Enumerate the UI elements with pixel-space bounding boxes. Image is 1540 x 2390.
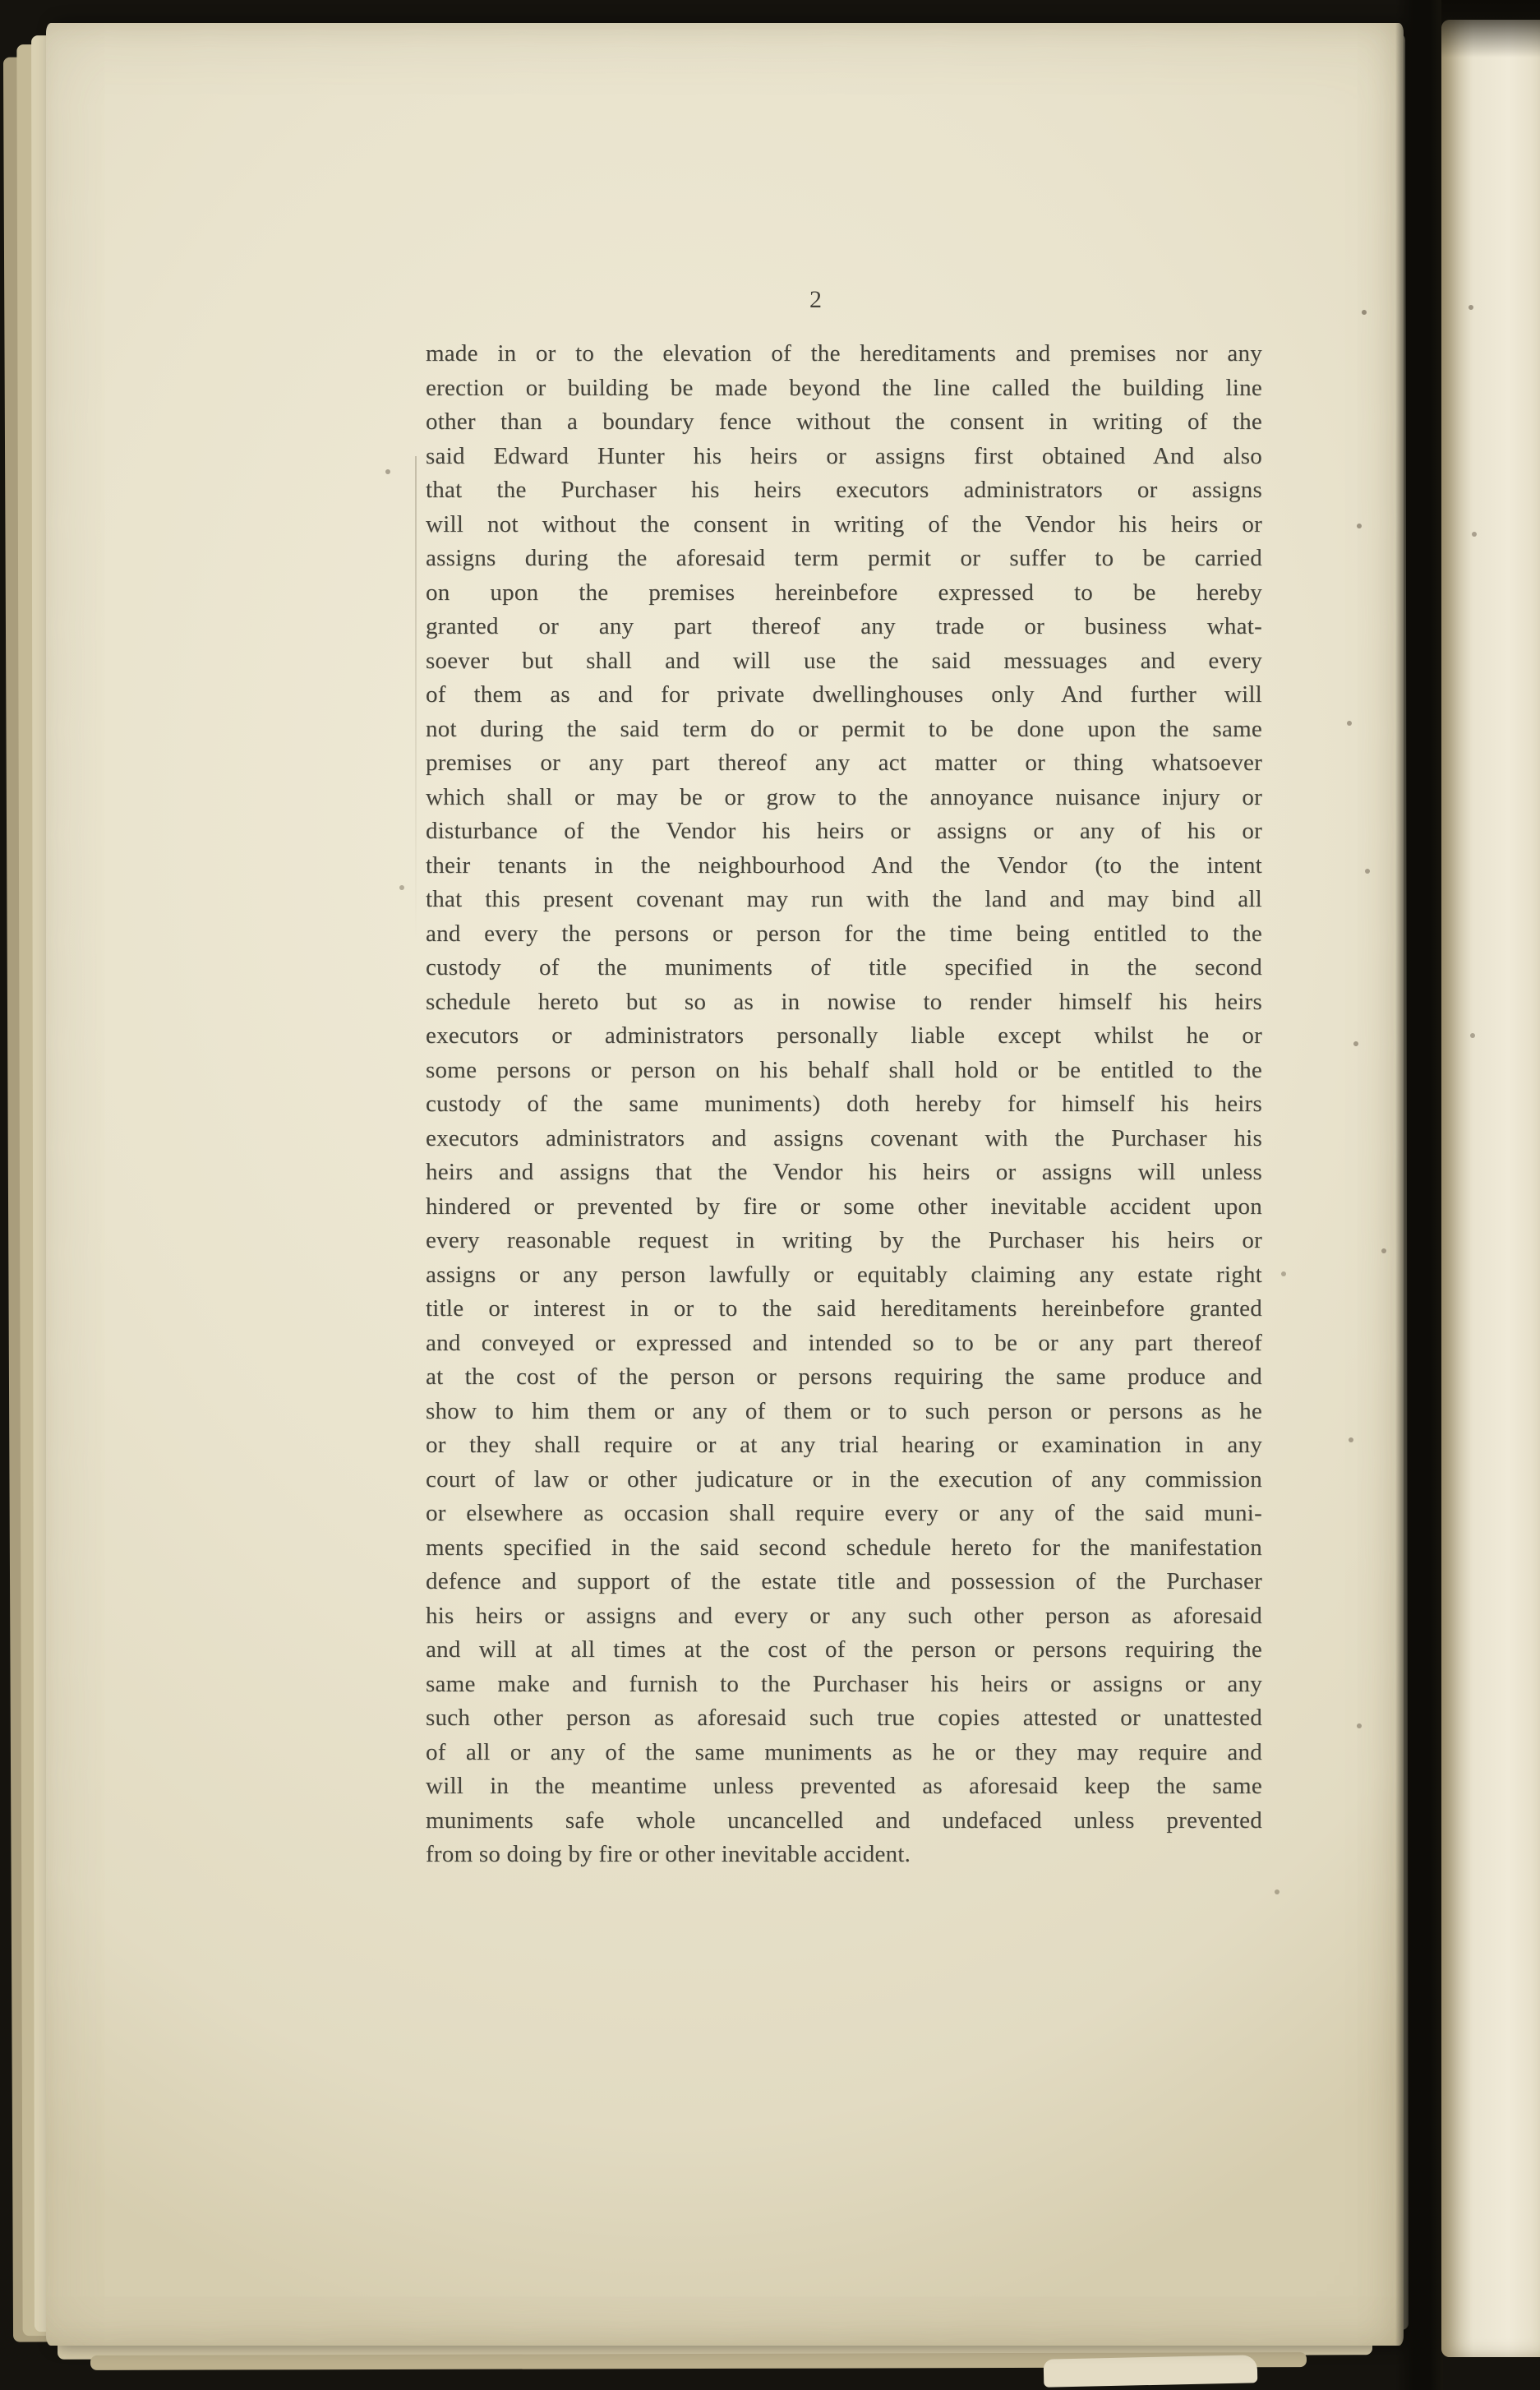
text-line: made in or to the elevation of the hereditaments and premises nor any	[426, 340, 1262, 367]
text-line: granted or any part thereof any trade or business what-	[426, 613, 1262, 639]
paper-crease	[415, 456, 417, 941]
book-gutter-shadow	[1395, 0, 1443, 2390]
text-line: schedule hereto but so as in nowise to render himself his heirs	[426, 988, 1262, 1015]
text-line: heirs and assigns that the Vendor his heirs or assigns will unless	[426, 1159, 1262, 1185]
text-line: and will at all times at the cost of the person or persons requiring the	[426, 1636, 1262, 1663]
text-line: disturbance of the Vendor his heirs or assigns or any of his or	[426, 818, 1262, 844]
text-line: at the cost of the person or persons requiring the same produce and	[426, 1363, 1262, 1390]
text-line: custody of the same muniments) doth hereby for himself his heirs	[426, 1091, 1262, 1117]
page-number: 2	[809, 286, 823, 313]
text-line: and every the persons or person for the time being entitled to the	[426, 920, 1262, 947]
body-text	[426, 337, 1262, 1872]
text-line: executors administrators and assigns covenant with the Purchaser his	[426, 1124, 1262, 1151]
text-line: said Edward Hunter his heirs or assigns first obtained And also	[426, 442, 1262, 469]
text-line: such other person as aforesaid such true copies attested or unattested	[426, 1705, 1262, 1731]
text-line: erection or building be made beyond the line called the building line	[426, 374, 1262, 401]
text-line: or they shall require or at any trial hearing or examination in any	[426, 1432, 1262, 1458]
text-line: soever but shall and will use the said messuages and every	[426, 647, 1262, 674]
facing-page-shadow	[1441, 0, 1540, 58]
text-line: show to him them or any of them or to such person or persons as he	[426, 1397, 1262, 1424]
text-line: will not without the consent in writing of the Vendor his heirs or	[426, 510, 1262, 538]
torn-paper-fragment	[1044, 2355, 1258, 2387]
text-line: every reasonable request in writing by the Purchaser his heirs or	[426, 1227, 1262, 1253]
text-line: and conveyed or expressed and intended so to be or any part thereof	[426, 1329, 1262, 1356]
text-line: assigns during the aforesaid term permit or suffer to be carried	[426, 545, 1262, 571]
text-line: hindered or prevented by fire or some other inevitable accident upon	[426, 1193, 1262, 1220]
text-line: his heirs or assigns and every or any such other person as aforesaid	[426, 1602, 1262, 1629]
facing-page-edge	[1441, 20, 1540, 2357]
text-line: ments specified in the said second schedule hereto for the manifestation	[426, 1534, 1262, 1561]
text-line: that the Purchaser his heirs executors administrators or assigns	[426, 477, 1262, 503]
text-line: from so doing by fire or other inevitable accident.	[426, 1841, 911, 1867]
text-line: or elsewhere as occasion shall require every or any of the said muni-	[426, 1500, 1262, 1526]
text-line: some persons or person on his behalf shall hold or be entitled to the	[426, 1056, 1262, 1083]
text-line: which shall or may be or grow to the annoyance nuisance injury or	[426, 783, 1262, 810]
text-line: assigns or any person lawfully or equitably claiming any estate right	[426, 1261, 1262, 1288]
text-line: same make and furnish to the Purchaser his heirs or assigns or any	[426, 1670, 1262, 1697]
text-line: their tenants in the neighbourhood And the Vendor (to the intent	[426, 851, 1262, 879]
text-line: will in the meantime unless prevented as aforesaid keep the same	[426, 1773, 1262, 1799]
text-line: defence and support of the estate title and possession of the Purchaser	[426, 1568, 1262, 1594]
text-line: executors or administrators personally liable except whilst he or	[426, 1022, 1262, 1049]
text-line: other than a boundary fence without the consent in writing of the	[426, 408, 1262, 435]
text-line: muniments safe whole uncancelled and undefaced unless prevented	[426, 1806, 1262, 1834]
text-line: of all or any of the same muniments as he or they may require and	[426, 1738, 1262, 1765]
text-line: not during the said term do or permit to be done upon the same	[426, 715, 1262, 742]
paper-specks	[0, 0, 3, 3]
text-line: of them as and for private dwellinghouses only And further will	[426, 681, 1262, 708]
text-line: on upon the premises hereinbefore expressed to be hereby	[426, 579, 1262, 606]
text-line: that this present covenant may run with the land and may bind all	[426, 886, 1262, 912]
text-line: title or interest in or to the said hereditaments hereinbefore granted	[426, 1295, 1262, 1322]
text-line: custody of the muniments of title specified in the second	[426, 954, 1262, 980]
text-line: court of law or other judicature or in the execution of any commission	[426, 1465, 1262, 1493]
text-line: premises or any part thereof any act matter or thing whatsoever	[426, 750, 1262, 776]
